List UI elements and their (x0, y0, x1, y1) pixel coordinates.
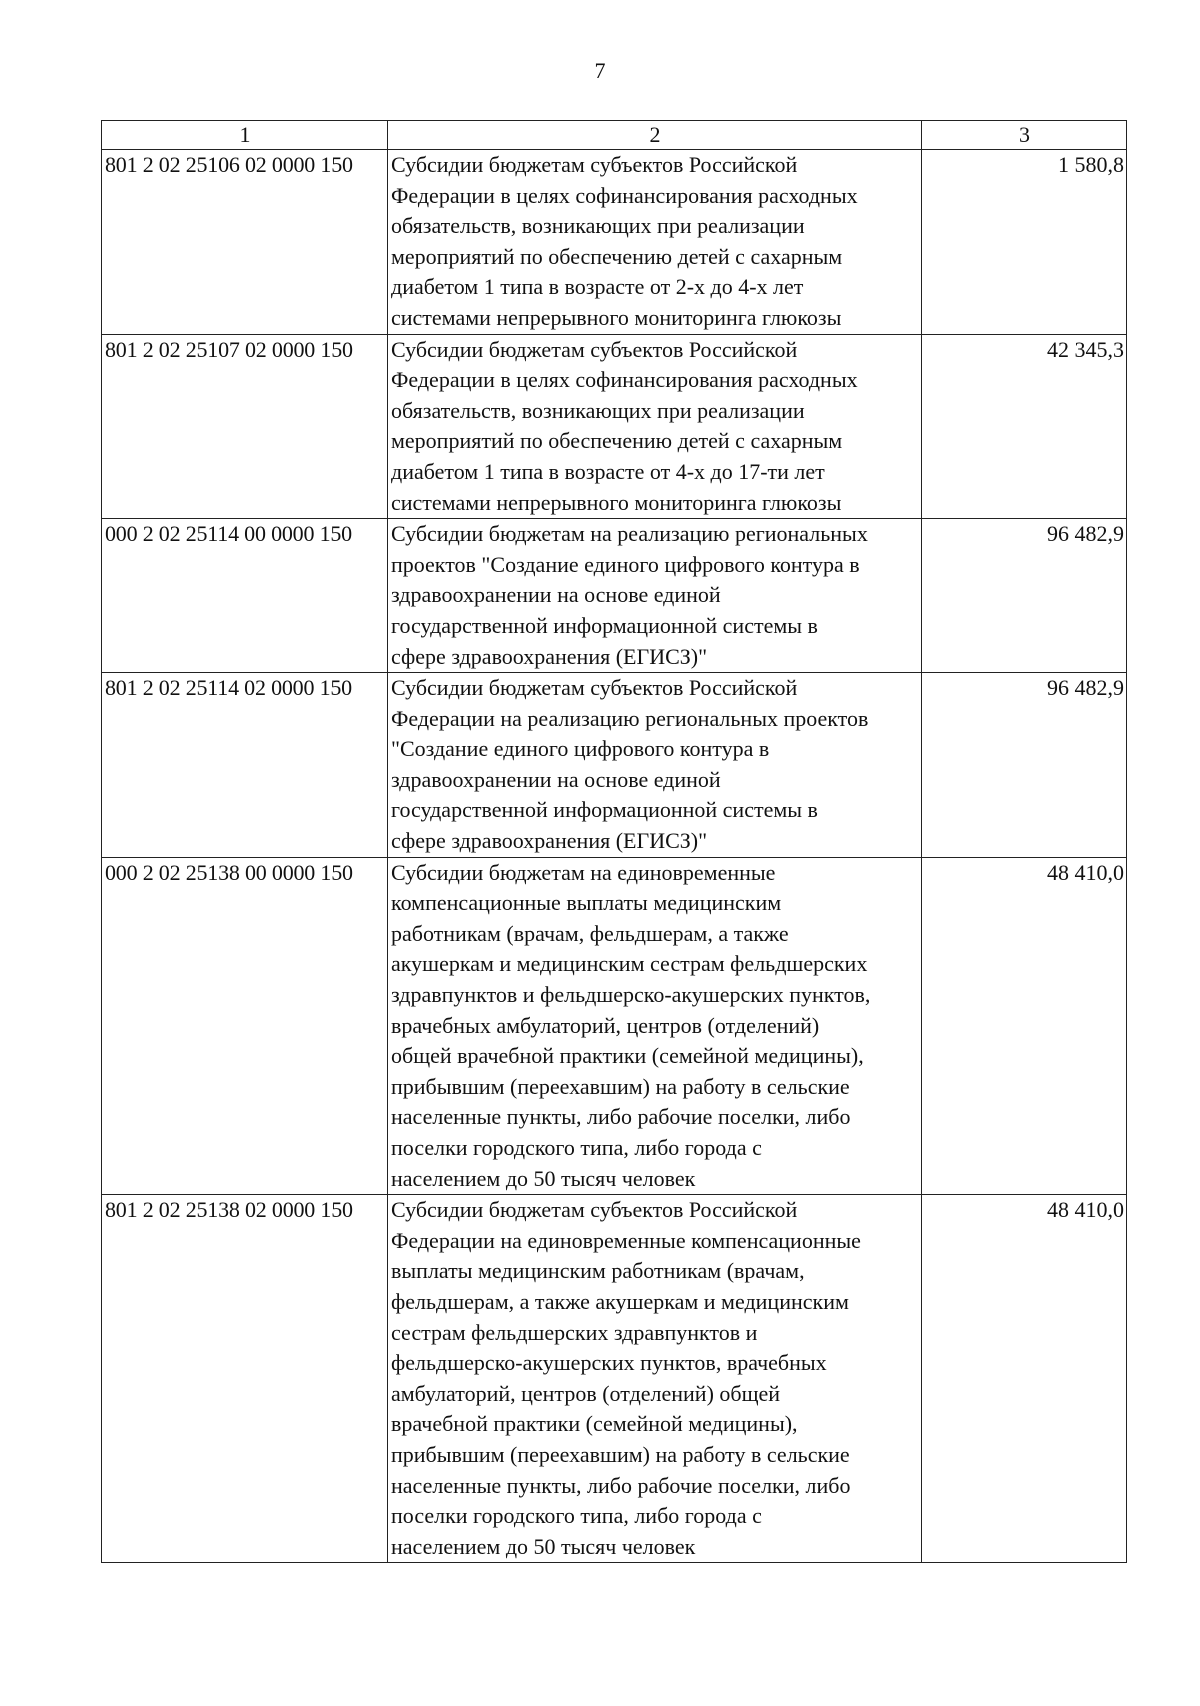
table-row (102, 673, 1127, 858)
description-line: работникам (врачам, фельдшерам, а также (391, 920, 789, 946)
description-line: системами непрерывного мониторинга глюкозы (391, 489, 842, 515)
description-line: мероприятий по обеспечению детей с сахарным (391, 243, 843, 269)
description-line: Федерации в целях софинансирования расходных (391, 182, 858, 208)
revenue-description (388, 1195, 922, 1563)
description-line: сфере здравоохранения (ЕГИСЗ)" (391, 643, 708, 669)
description-line: населенные пункты, либо рабочие поселки, либо (391, 1472, 851, 1498)
amount-value: 1 580,8 (922, 150, 1127, 335)
description-line: Субсидии бюджетам субъектов Российской (391, 675, 798, 701)
description-line: обязательств, возникающих при реализации (391, 213, 805, 239)
budget-revenue-table (101, 120, 1127, 1563)
table-row (102, 1195, 1127, 1563)
table-row (102, 150, 1127, 335)
description-line: общей врачебной практики (семейной медицины), (391, 1043, 864, 1069)
description-line: диабетом 1 типа в возрасте от 2-х до 4-х лет (391, 274, 804, 300)
description-line: сестрам фельдшерских здравпунктов и (391, 1319, 758, 1345)
description-line: фельдшерам, а также акушеркам и медицинским (391, 1288, 849, 1314)
description-line: выплаты медицинским работникам (врачам, (391, 1258, 805, 1284)
amount-value: 48 410,0 (922, 1195, 1127, 1563)
description-line: компенсационные выплаты медицинским (391, 890, 782, 916)
description-line: здравоохранении на основе единой (391, 582, 721, 608)
revenue-description (388, 519, 922, 673)
description-line: Федерации в целях софинансирования расходных (391, 367, 858, 393)
table-header-row (102, 121, 1127, 150)
description-line: проектов "Создание единого цифрового контура в (391, 551, 860, 577)
description-line: амбулаторий, центров (отделений) общей (391, 1380, 781, 1406)
description-line: системами непрерывного мониторинга глюкозы (391, 304, 842, 330)
budget-classification-code: 801 2 02 25114 02 0000 150 (102, 673, 388, 858)
amount-value: 96 482,9 (922, 519, 1127, 673)
description-line: прибывшим (переехавшим) на работу в сельские (391, 1073, 850, 1099)
revenue-description (388, 150, 922, 335)
amount-value: 42 345,3 (922, 334, 1127, 519)
budget-classification-code: 000 2 02 25138 00 0000 150 (102, 857, 388, 1195)
budget-classification-code: 000 2 02 25114 00 0000 150 (102, 519, 388, 673)
description-line: акушеркам и медицинским сестрам фельдшерских (391, 951, 868, 977)
description-line: врачебной практики (семейной медицины), (391, 1411, 798, 1437)
budget-classification-code: 801 2 02 25138 02 0000 150 (102, 1195, 388, 1563)
revenue-description (388, 673, 922, 858)
description-line: мероприятий по обеспечению детей с сахарным (391, 428, 843, 454)
budget-classification-code: 801 2 02 25107 02 0000 150 (102, 334, 388, 519)
description-line: государственной информационной системы в (391, 797, 818, 823)
description-line: Федерации на единовременные компенсационные (391, 1227, 861, 1253)
description-line: здравпунктов и фельдшерско-акушерских пунктов, (391, 982, 871, 1008)
description-line: Субсидии бюджетам на единовременные (391, 859, 776, 885)
description-line: населенные пункты, либо рабочие поселки, либо (391, 1104, 851, 1130)
amount-value: 48 410,0 (922, 857, 1127, 1195)
description-line: Субсидии бюджетам субъектов Российской (391, 152, 798, 177)
description-line: государственной информационной системы в (391, 612, 818, 638)
description-line: Субсидии бюджетам субъектов Российской (391, 1197, 798, 1223)
description-line: поселки городского типа, либо города с (391, 1135, 762, 1160)
revenue-description (388, 857, 922, 1195)
description-line: Субсидии бюджетам субъектов Российской (391, 336, 798, 362)
table-row (102, 857, 1127, 1195)
column-header-code: 1 (102, 121, 388, 150)
revenue-description (388, 334, 922, 519)
column-header-description: 2 (388, 121, 922, 150)
page-number: 7 (594, 58, 606, 83)
amount-value: 96 482,9 (922, 673, 1127, 858)
description-line: поселки городского типа, либо города с (391, 1503, 762, 1529)
table-row (102, 334, 1127, 519)
budget-classification-code: 801 2 02 25106 02 0000 150 (102, 150, 388, 335)
description-line: здравоохранении на основе единой (391, 766, 721, 792)
description-line: Субсидии бюджетам на реализацию региональных (391, 521, 868, 547)
table-row (102, 519, 1127, 673)
description-line: "Создание единого цифрового контура в (391, 736, 770, 762)
description-line: врачебных амбулаторий, центров (отделений) (391, 1012, 820, 1038)
description-line: населением до 50 тысяч человек (391, 1533, 696, 1559)
description-line: населением до 50 тысяч человек (391, 1165, 696, 1191)
description-line: прибывшим (переехавшим) на работу в сельские (391, 1441, 850, 1467)
description-line: Федерации на реализацию региональных проектов (391, 705, 869, 731)
description-line: фельдшерско-акушерских пунктов, врачебных (391, 1350, 827, 1376)
description-line: сфере здравоохранения (ЕГИСЗ)" (391, 828, 708, 854)
description-line: диабетом 1 типа в возрасте от 4-х до 17-ти лет (391, 458, 825, 484)
column-header-amount: 3 (922, 121, 1127, 150)
description-line: обязательств, возникающих при реализации (391, 397, 805, 423)
